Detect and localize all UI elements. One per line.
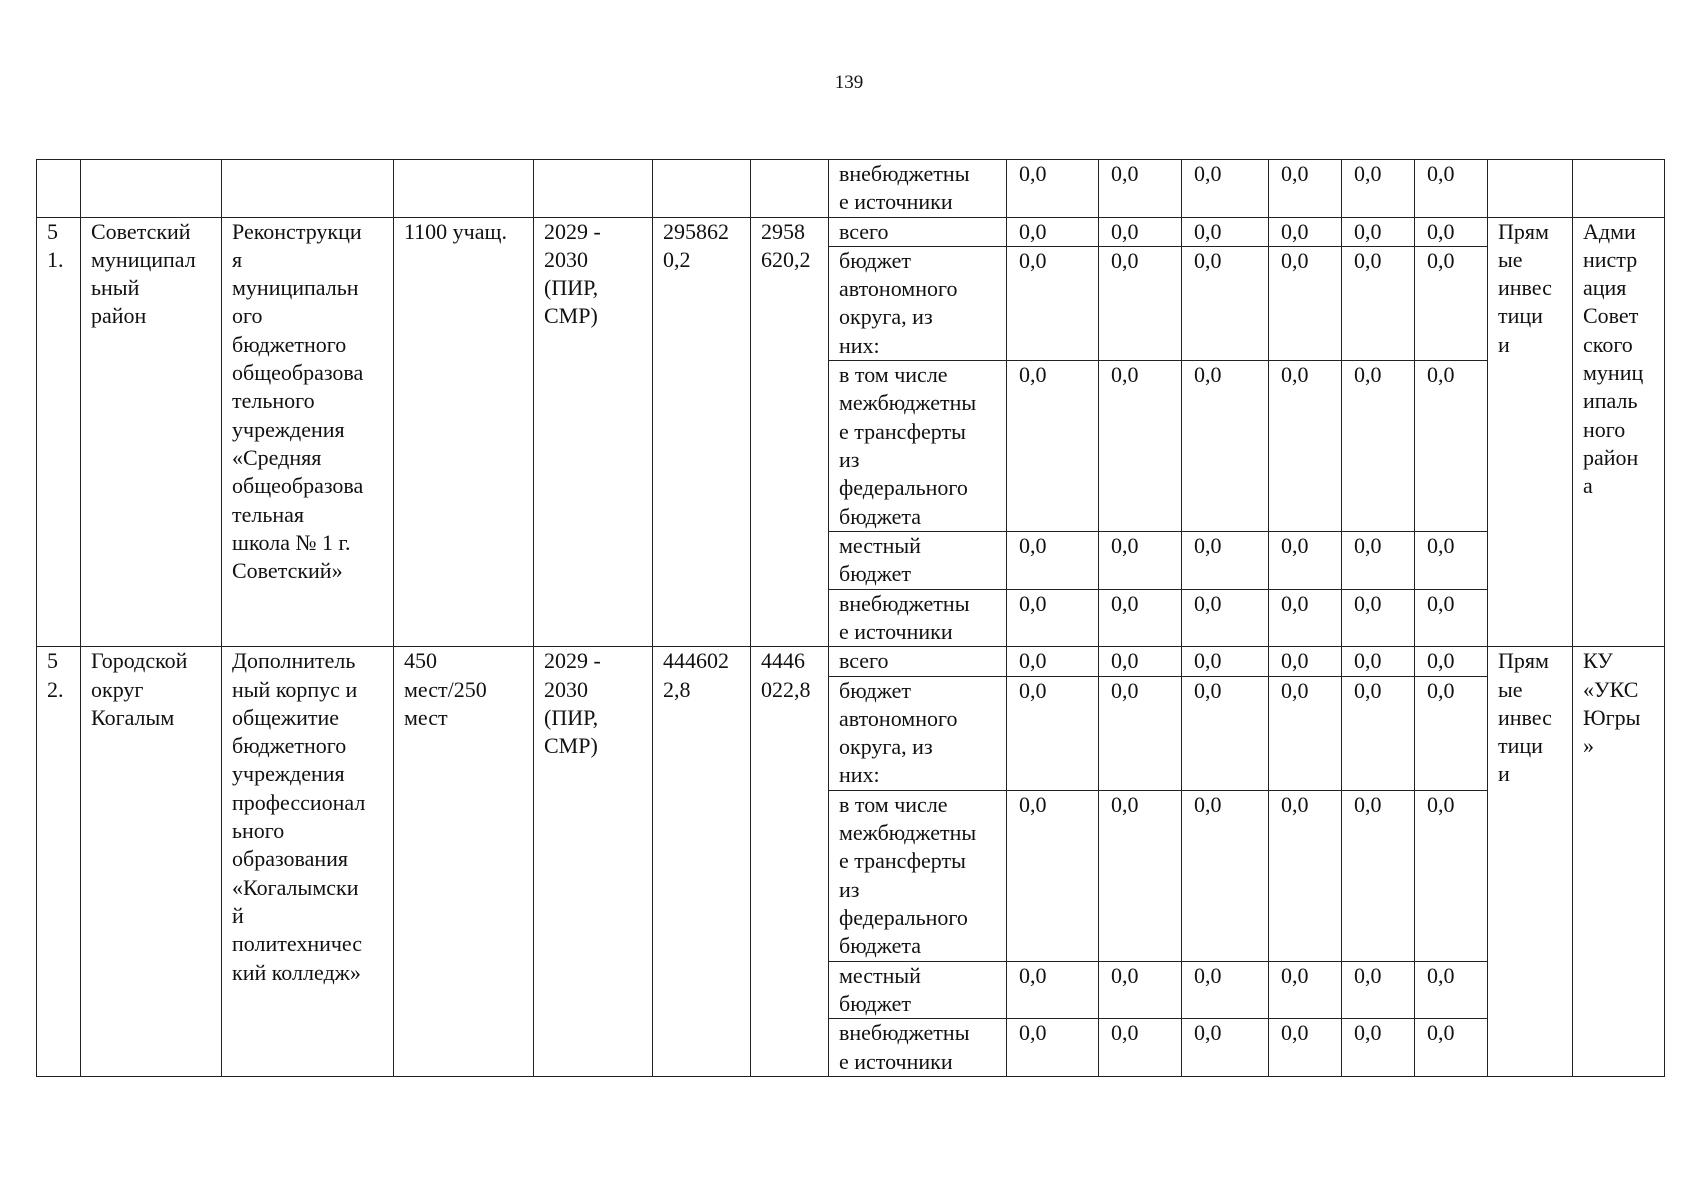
num-cell: 5 2. [37,647,81,1077]
value-cell: 0,0 [1269,647,1342,676]
page-number: 139 [834,72,864,93]
value-cell: 0,0 [1182,160,1269,218]
value-cell: 0,0 [1342,1019,1415,1077]
value-cell: 0,0 [1099,1019,1182,1077]
value-cell: 0,0 [1342,676,1415,790]
cost-total-cell [653,160,751,218]
value-cell: 0,0 [1415,589,1488,647]
value-cell: 0,0 [1269,246,1342,360]
mechanism-cell [1488,160,1573,218]
value-cell: 0,0 [1182,676,1269,790]
value-cell: 0,0 [1007,589,1099,647]
value-cell: 0,0 [1415,1019,1488,1077]
value-cell: 0,0 [1007,246,1099,360]
value-cell: 0,0 [1099,676,1182,790]
value-cell: 0,0 [1342,532,1415,590]
value-cell: 0,0 [1269,160,1342,218]
value-cell: 0,0 [1269,217,1342,246]
cost-remaining-cell: 4446 022,8 [751,647,829,1077]
funding-source-cell: внебюджетны е источники [829,589,1007,647]
value-cell: 0,0 [1099,361,1182,532]
capacity-cell [394,160,534,218]
value-cell: 0,0 [1182,1019,1269,1077]
funding-source-cell: бюджет автономного округа, из них: [829,676,1007,790]
cost-remaining-cell: 2958 620,2 [751,217,829,647]
table-row [37,160,1665,218]
value-cell: 0,0 [1182,217,1269,246]
funding-source-cell: всего [829,647,1007,676]
value-cell: 0,0 [1182,647,1269,676]
responsible-cell: Адми нистр ация Совет ского муниц ипаль ного район а [1573,217,1665,647]
value-cell: 0,0 [1182,532,1269,590]
value-cell: 0,0 [1342,217,1415,246]
period-cell [534,160,653,218]
value-cell: 0,0 [1342,589,1415,647]
territory-cell [81,160,222,218]
object-name-cell [222,160,394,218]
value-cell: 0,0 [1007,1019,1099,1077]
value-cell: 0,0 [1007,790,1099,961]
value-cell: 0,0 [1269,676,1342,790]
table-row [37,647,1665,676]
value-cell: 0,0 [1342,361,1415,532]
value-cell: 0,0 [1415,160,1488,218]
funding-source-cell: внебюджетны е источники [829,1019,1007,1077]
value-cell: 0,0 [1007,676,1099,790]
value-cell: 0,0 [1269,589,1342,647]
territory-cell: Советский муниципал ьный район [81,217,222,647]
funding-source-cell: местный бюджет [829,532,1007,590]
value-cell: 0,0 [1007,647,1099,676]
value-cell: 0,0 [1269,790,1342,961]
value-cell: 0,0 [1182,361,1269,532]
value-cell: 0,0 [1342,790,1415,961]
value-cell: 0,0 [1269,961,1342,1019]
mechanism-cell: Прям ые инвес тици и [1488,647,1573,1077]
value-cell: 0,0 [1007,361,1099,532]
responsible-cell: КУ «УКС Югры » [1573,647,1665,1077]
funding-source-cell: в том числе межбюджетны е трансферты из федерального бюджета [829,790,1007,961]
funding-source-cell: бюджет автономного округа, из них: [829,246,1007,360]
value-cell: 0,0 [1007,961,1099,1019]
value-cell: 0,0 [1099,246,1182,360]
territory-cell: Городской округ Когалым [81,647,222,1077]
cost-remaining-cell [751,160,829,218]
num-cell [37,160,81,218]
value-cell: 0,0 [1099,160,1182,218]
period-cell: 2029 - 2030 (ПИР, СМР) [534,647,653,1077]
value-cell: 0,0 [1269,361,1342,532]
num-cell: 5 1. [37,217,81,647]
table-row [37,217,1665,246]
object-name-cell: Дополнитель ный корпус и общежитие бюджетного учреждения профессионал ьного образования «Когалымски й политехничес кий колледж» [222,647,394,1077]
value-cell: 0,0 [1099,589,1182,647]
value-cell: 0,0 [1099,961,1182,1019]
funding-source-cell: всего [829,217,1007,246]
value-cell: 0,0 [1182,246,1269,360]
value-cell: 0,0 [1415,961,1488,1019]
funding-source-cell: в том числе межбюджетны е трансферты из федерального бюджета [829,361,1007,532]
value-cell: 0,0 [1007,217,1099,246]
object-name-cell: Реконструкци я муниципальн ого бюджетного общеобразова тельного учреждения «Средняя общеобразова тельная школа № 1 г. Советский» [222,217,394,647]
value-cell: 0,0 [1342,961,1415,1019]
value-cell: 0,0 [1342,160,1415,218]
funding-source-cell: местный бюджет [829,961,1007,1019]
value-cell: 0,0 [1415,361,1488,532]
capacity-cell: 450 мест/250 мест [394,647,534,1077]
value-cell: 0,0 [1342,246,1415,360]
value-cell: 0,0 [1099,790,1182,961]
value-cell: 0,0 [1182,589,1269,647]
value-cell: 0,0 [1007,532,1099,590]
value-cell: 0,0 [1099,532,1182,590]
value-cell: 0,0 [1415,647,1488,676]
responsible-cell [1573,160,1665,218]
cost-total-cell: 295862 0,2 [653,217,751,647]
value-cell: 0,0 [1269,1019,1342,1077]
value-cell: 0,0 [1007,160,1099,218]
funding-source-cell: внебюджетны е источники [829,160,1007,218]
value-cell: 0,0 [1182,961,1269,1019]
capacity-cell: 1100 учащ. [394,217,534,647]
value-cell: 0,0 [1099,217,1182,246]
period-cell: 2029 - 2030 (ПИР, СМР) [534,217,653,647]
table-body [37,160,1665,1077]
mechanism-cell: Прям ые инвес тици и [1488,217,1573,647]
value-cell: 0,0 [1182,790,1269,961]
value-cell: 0,0 [1415,790,1488,961]
value-cell: 0,0 [1099,647,1182,676]
investment-objects-table [36,159,1665,1077]
value-cell: 0,0 [1415,217,1488,246]
value-cell: 0,0 [1342,647,1415,676]
cost-total-cell: 444602 2,8 [653,647,751,1077]
value-cell: 0,0 [1415,246,1488,360]
value-cell: 0,0 [1269,532,1342,590]
value-cell: 0,0 [1415,676,1488,790]
value-cell: 0,0 [1415,532,1488,590]
